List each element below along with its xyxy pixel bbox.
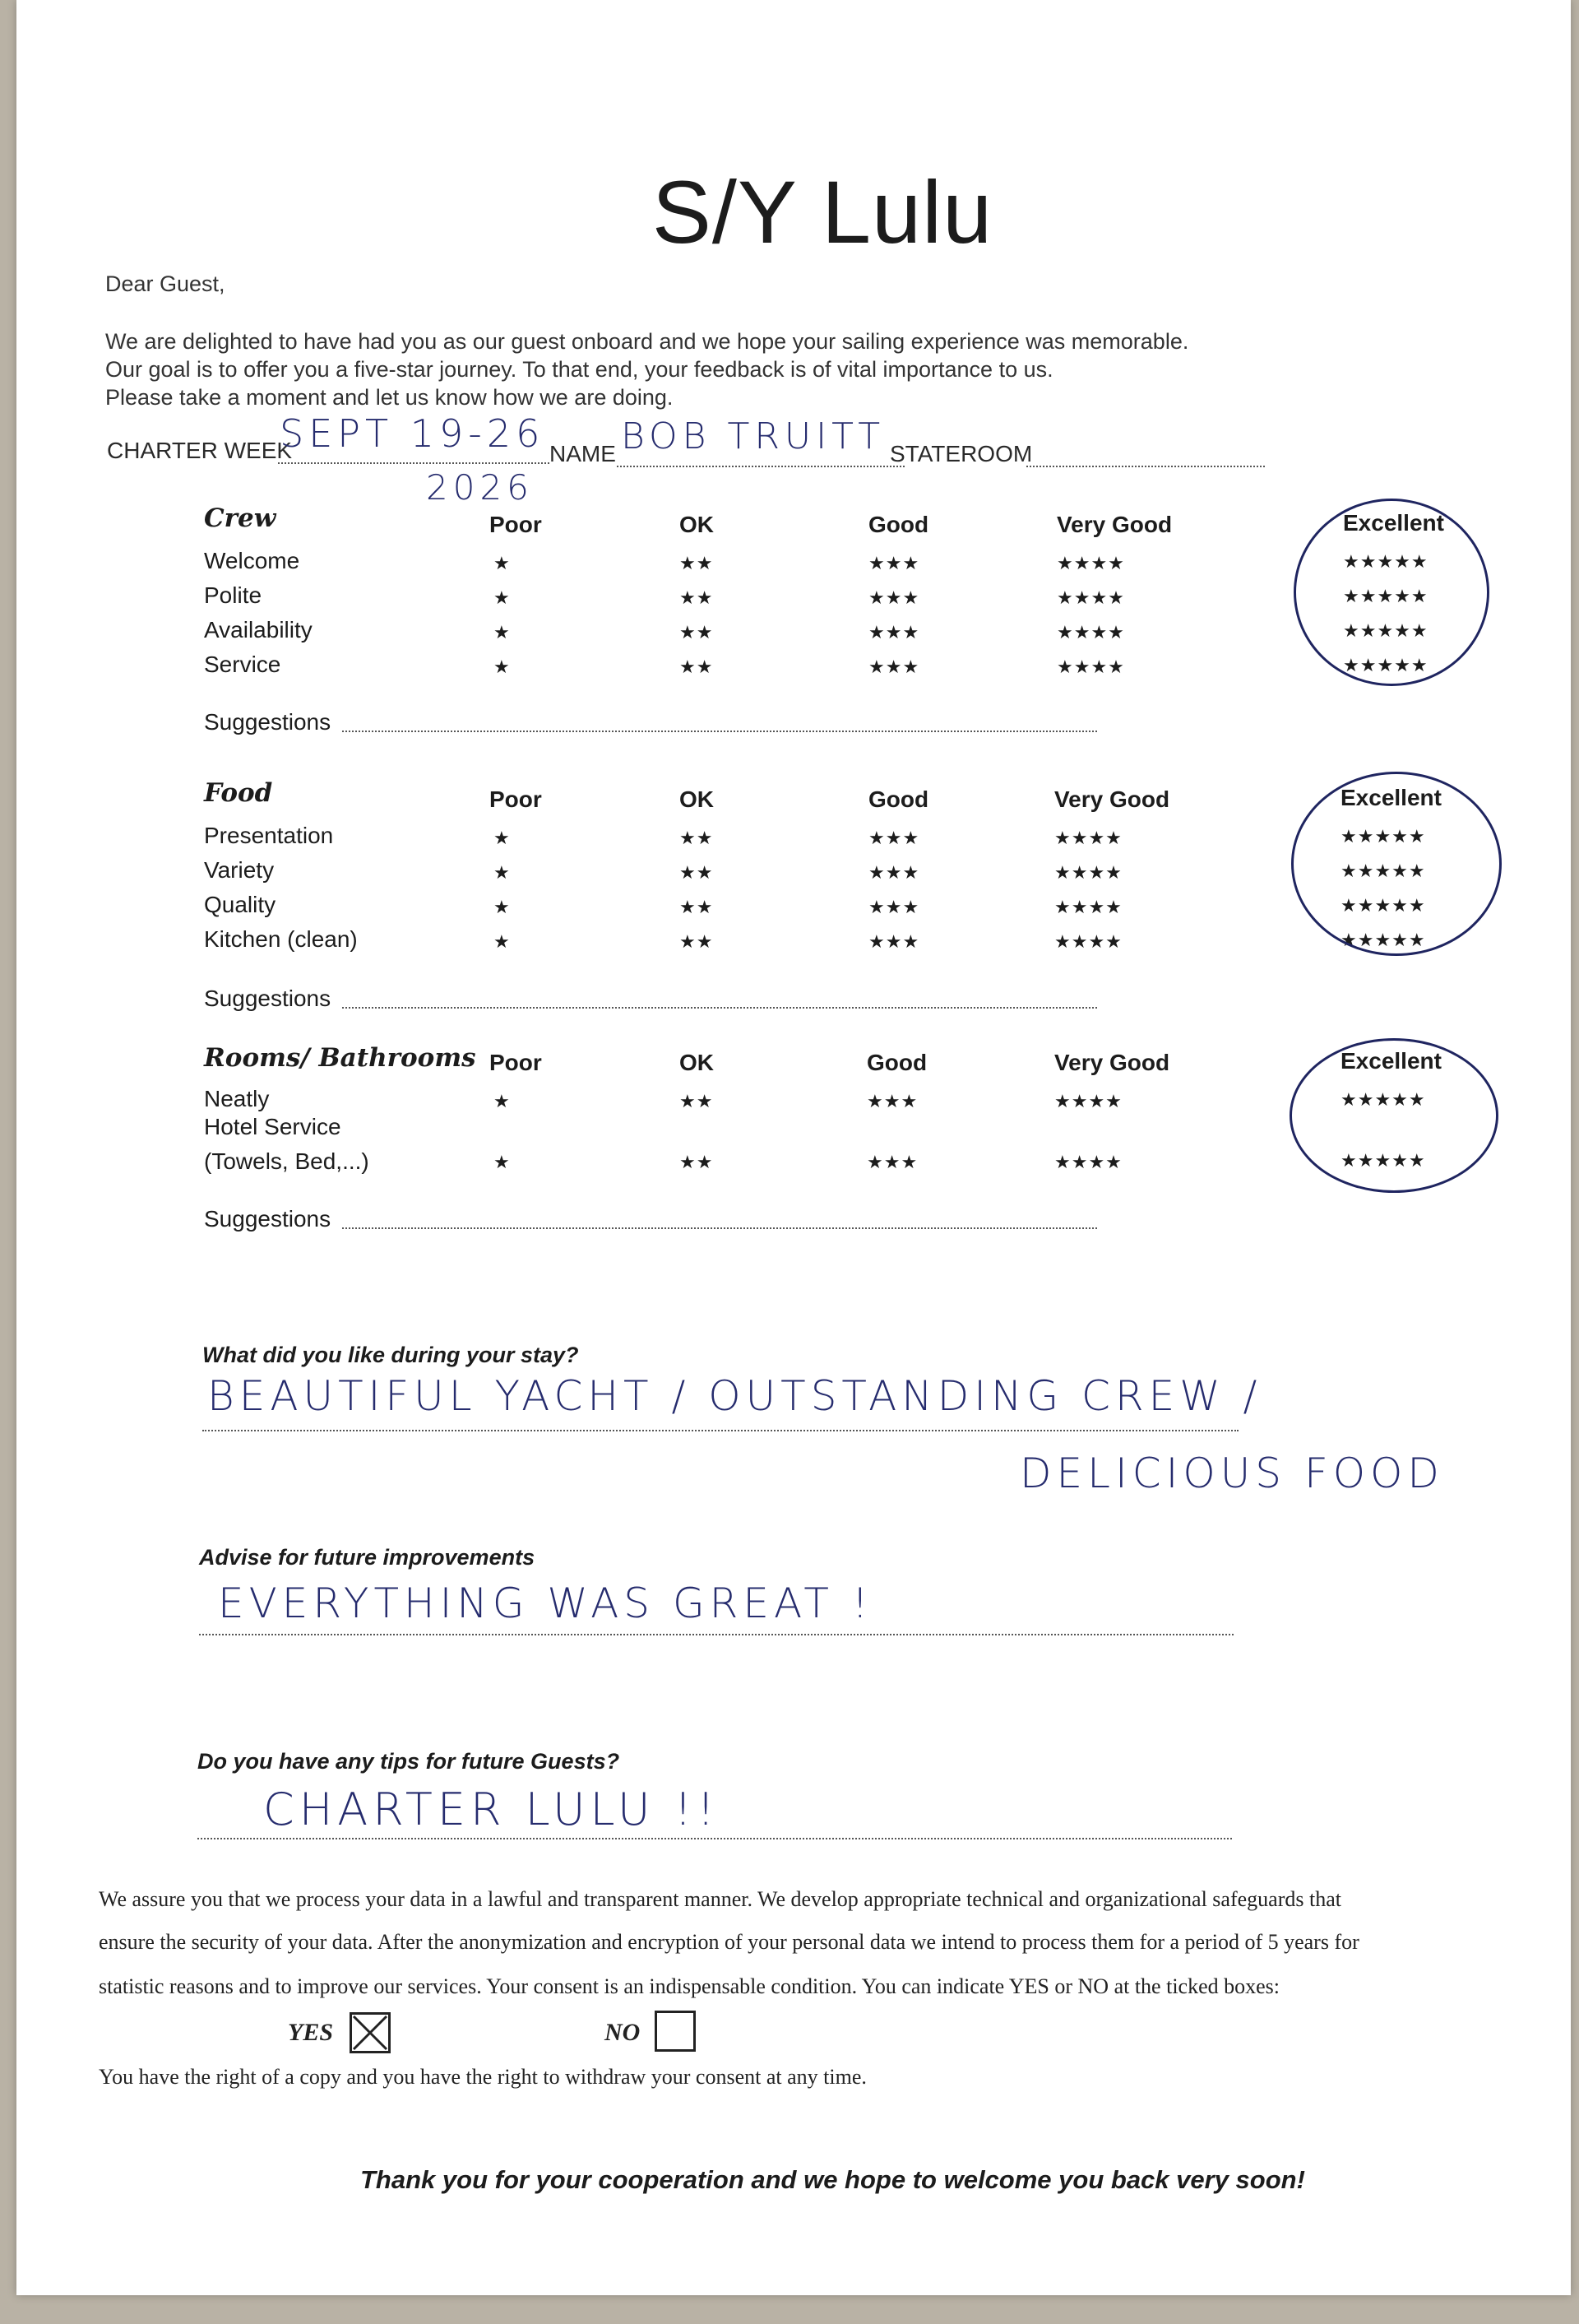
excellent-circle-mark: [1294, 499, 1489, 686]
rating-option[interactable]: ★★★: [868, 587, 920, 608]
rating-option[interactable]: ★★: [679, 622, 714, 642]
rating-option[interactable]: ★: [493, 553, 511, 573]
row-label-towels-bed: (Towels, Bed,...): [204, 1148, 369, 1174]
col-good: Good: [867, 1050, 928, 1075]
rating-option[interactable]: ★★★★: [1057, 553, 1125, 573]
greeting: Dear Guest,: [105, 271, 225, 296]
rating-option[interactable]: ★★★: [867, 1091, 919, 1111]
answer-liked-1[interactable]: BEAUTIFUL YACHT / OUTSTANDING CREW /: [207, 1372, 1262, 1420]
suggestions-line-crew[interactable]: [342, 731, 1097, 732]
rating-option-selected[interactable]: ★★★★★: [1341, 826, 1426, 847]
rating-option[interactable]: ★★★: [868, 828, 920, 848]
no-checkbox[interactable]: [655, 2011, 696, 2052]
suggestions-line-food[interactable]: [342, 1007, 1097, 1009]
intro-line-3: Please take a moment and let us know how we are doing.: [105, 385, 674, 410]
rating-option[interactable]: ★★★: [868, 897, 920, 917]
rating-option[interactable]: ★★★★: [1054, 862, 1123, 883]
rating-option-selected[interactable]: ★★★★★: [1341, 895, 1426, 916]
stateroom-label: STATEROOM: [890, 441, 1033, 466]
rating-option[interactable]: ★: [493, 828, 511, 848]
row-label-presentation: Presentation: [204, 823, 334, 848]
rating-option[interactable]: ★★★★: [1057, 587, 1125, 608]
col-excellent: Excellent: [1341, 785, 1442, 810]
legal-line-2: ensure the security of your data. After the anonymization and encryption of your personal data we intend to process them for a period of 5 years for: [99, 1930, 1359, 1954]
yes-checkbox[interactable]: [350, 2012, 391, 2053]
rating-option[interactable]: ★★: [679, 828, 714, 848]
rating-option[interactable]: ★★★★: [1054, 931, 1123, 952]
rating-option-selected[interactable]: ★★★★★: [1341, 860, 1426, 881]
row-label-polite: Polite: [204, 582, 262, 608]
rating-option[interactable]: ★★★: [868, 553, 920, 573]
rights-text: You have the right of a copy and you have the right to withdraw your consent at any time.: [99, 2065, 867, 2089]
question-tips: Do you have any tips for future Guests?: [197, 1749, 620, 1774]
rating-option-selected[interactable]: ★★★★★: [1343, 551, 1429, 572]
no-label: NO: [604, 2019, 641, 2046]
section-title-food: Food: [204, 778, 273, 808]
col-poor: Poor: [489, 786, 542, 812]
rating-option[interactable]: ★: [493, 1152, 511, 1172]
name-line: [617, 466, 905, 467]
rating-option-selected[interactable]: ★★★★★: [1341, 1089, 1426, 1110]
col-excellent: Excellent: [1341, 1048, 1442, 1074]
rating-option[interactable]: ★: [493, 862, 511, 883]
rating-option[interactable]: ★: [493, 897, 511, 917]
row-label-kitchen: Kitchen (clean): [204, 926, 358, 952]
thank-you-note: Thank you for your cooperation and we hope to welcome you back very soon!: [360, 2165, 1305, 2194]
rating-option[interactable]: ★★★★: [1054, 828, 1123, 848]
charter-week-line: [278, 462, 549, 464]
excellent-circle-mark: [1291, 772, 1502, 956]
rating-option[interactable]: ★★: [679, 656, 714, 677]
name-value[interactable]: BOB TRUITT: [621, 415, 886, 457]
answer-tips[interactable]: CHARTER LULU !!: [263, 1784, 720, 1835]
suggestions-label-food: Suggestions: [204, 986, 331, 1011]
col-good: Good: [868, 512, 929, 537]
rating-option[interactable]: ★★★: [868, 862, 920, 883]
col-very-good: Very Good: [1054, 1050, 1170, 1075]
col-very-good: Very Good: [1057, 512, 1173, 537]
col-ok: OK: [679, 786, 714, 812]
legal-line-1: We assure you that we process your data in a lawful and transparent manner. We develop appropriate technical and organizational safeguards that: [99, 1887, 1341, 1911]
rating-option-selected[interactable]: ★★★★★: [1343, 586, 1429, 606]
rating-option[interactable]: ★★: [679, 897, 714, 917]
answer-line-improvements: [199, 1634, 1234, 1635]
answer-line-tips: [197, 1838, 1232, 1839]
section-title-crew: Crew: [204, 503, 276, 533]
col-excellent: Excellent: [1343, 510, 1444, 536]
col-poor: Poor: [489, 512, 542, 537]
rating-option[interactable]: ★★★: [868, 656, 920, 677]
intro-line-2: Our goal is to offer you a five-star journey. To that end, your feedback is of vital importance to us.: [105, 357, 1053, 382]
yes-label: YES: [288, 2019, 334, 2046]
charter-week-label: CHARTER WEEK: [107, 438, 293, 463]
rating-option[interactable]: ★: [493, 931, 511, 952]
rating-option[interactable]: ★★: [679, 862, 714, 883]
rating-option[interactable]: ★★★★: [1054, 1091, 1123, 1111]
rating-option[interactable]: ★★: [679, 587, 714, 608]
rating-option[interactable]: ★: [493, 622, 511, 642]
rating-option[interactable]: ★★★: [868, 622, 920, 642]
rating-option[interactable]: ★★★★: [1054, 897, 1123, 917]
rating-option[interactable]: ★★★★: [1057, 656, 1125, 677]
excellent-circle-mark: [1290, 1038, 1498, 1193]
col-poor: Poor: [489, 1050, 542, 1075]
row-label-service: Service: [204, 652, 281, 677]
charter-week-value[interactable]: SEPT 19-26: [280, 411, 545, 456]
intro-line-1: We are delighted to have had you as our guest onboard and we hope your sailing experience was memorable.: [105, 329, 1189, 354]
rating-option[interactable]: ★★: [679, 1091, 714, 1111]
check-x-icon: [352, 2015, 388, 2051]
suggestions-label-rooms: Suggestions: [204, 1206, 331, 1232]
rating-option[interactable]: ★★★: [868, 931, 920, 952]
row-label-hotel-service: Hotel Service: [204, 1114, 341, 1139]
row-label-variety: Variety: [204, 857, 275, 883]
rating-option-selected[interactable]: ★★★★★: [1341, 930, 1426, 950]
col-ok: OK: [679, 512, 714, 537]
stateroom-line[interactable]: [1026, 466, 1265, 467]
page-title: S/Y Lulu: [651, 162, 993, 262]
row-label-availability: Availability: [204, 617, 313, 642]
rating-option[interactable]: ★: [493, 1091, 511, 1111]
col-good: Good: [868, 786, 929, 812]
question-liked: What did you like during your stay?: [202, 1343, 579, 1367]
name-label: NAME: [549, 441, 616, 466]
answer-line-liked: [202, 1430, 1239, 1431]
rating-option-selected[interactable]: ★★★★★: [1341, 1150, 1426, 1171]
rating-option[interactable]: ★★: [679, 1152, 714, 1172]
answer-improvements[interactable]: EVERYTHING WAS GREAT !: [218, 1579, 873, 1627]
rating-option-selected[interactable]: ★★★★★: [1343, 620, 1429, 641]
row-label-welcome: Welcome: [204, 548, 300, 573]
col-ok: OK: [679, 1050, 714, 1075]
suggestions-line-rooms[interactable]: [342, 1227, 1097, 1229]
col-very-good: Very Good: [1054, 786, 1170, 812]
row-label-neatly: Neatly: [204, 1086, 270, 1111]
answer-liked-2[interactable]: DELICIOUS FOOD: [1020, 1450, 1444, 1497]
rating-option[interactable]: ★★: [679, 553, 714, 573]
rating-option[interactable]: ★★: [679, 931, 714, 952]
rating-option[interactable]: ★★★★: [1054, 1152, 1123, 1172]
row-label-quality: Quality: [204, 892, 276, 917]
legal-line-3: statistic reasons and to improve our services. Your consent is an indispensable condition. You can indicate YES or NO at the ticked boxes:: [99, 1974, 1280, 1998]
suggestions-label-crew: Suggestions: [204, 709, 331, 735]
rating-option-selected[interactable]: ★★★★★: [1343, 655, 1429, 675]
rating-option[interactable]: ★★★: [867, 1152, 919, 1172]
charter-week-year: 2026: [426, 467, 534, 508]
section-title-rooms: Rooms/ Bathrooms: [204, 1043, 476, 1073]
rating-option[interactable]: ★★★★: [1057, 622, 1125, 642]
rating-option[interactable]: ★: [493, 587, 511, 608]
rating-option[interactable]: ★: [493, 656, 511, 677]
feedback-form-sheet: [16, 0, 1571, 2295]
question-improvements: Advise for future improvements: [199, 1545, 535, 1570]
